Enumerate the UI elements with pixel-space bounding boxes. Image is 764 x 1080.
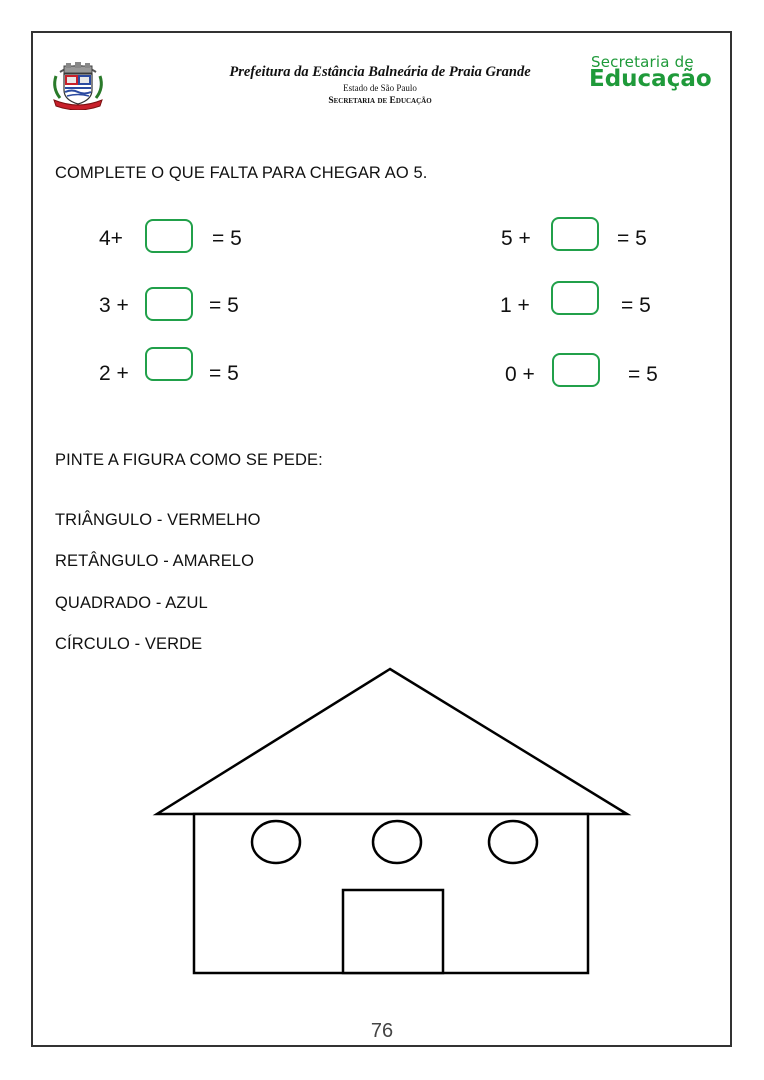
equation-left: 2 + bbox=[99, 362, 129, 385]
legend-item: QUADRADO - AZUL bbox=[55, 594, 208, 612]
window-circle[interactable] bbox=[373, 821, 421, 863]
equation-left: 1 + bbox=[500, 294, 530, 317]
equation-right: = 5 bbox=[617, 227, 647, 250]
equation-right: = 5 bbox=[621, 294, 651, 317]
legend-item: CÍRCULO - VERDE bbox=[55, 635, 203, 653]
roof-triangle[interactable] bbox=[157, 669, 627, 814]
exercise2-instruction: PINTE A FIGURA COMO SE PEDE: bbox=[55, 451, 323, 469]
legend-item: RETÂNGULO - AMARELO bbox=[55, 552, 255, 570]
legend-item: TRIÂNGULO - VERMELHO bbox=[55, 511, 261, 529]
door-square[interactable] bbox=[343, 890, 443, 973]
equation-left: 4+ bbox=[99, 227, 123, 250]
equation-left: 5 + bbox=[501, 227, 531, 250]
secretaria-logo-main: Educação bbox=[589, 66, 712, 92]
secretaria-logo-top: Secretaria de bbox=[591, 53, 694, 71]
header-state: Estado de São Paulo bbox=[343, 83, 417, 93]
equation-right: = 5 bbox=[209, 362, 239, 385]
header-secretariat: Secretaria de Educação bbox=[328, 96, 432, 106]
exercise1-instruction: COMPLETE O QUE FALTA PARA CHEGAR AO 5. bbox=[55, 164, 428, 182]
equation-left: 3 + bbox=[99, 294, 129, 317]
equation-left: 0 + bbox=[505, 363, 535, 386]
window-circle[interactable] bbox=[252, 821, 300, 863]
equation-right: = 5 bbox=[212, 227, 242, 250]
equation-right: = 5 bbox=[209, 294, 239, 317]
page-number: 76 bbox=[370, 1020, 394, 1042]
equation-right: = 5 bbox=[628, 363, 658, 386]
header-title: Prefeitura da Estância Balneária de Praia Grande bbox=[229, 64, 531, 80]
window-circle[interactable] bbox=[489, 821, 537, 863]
